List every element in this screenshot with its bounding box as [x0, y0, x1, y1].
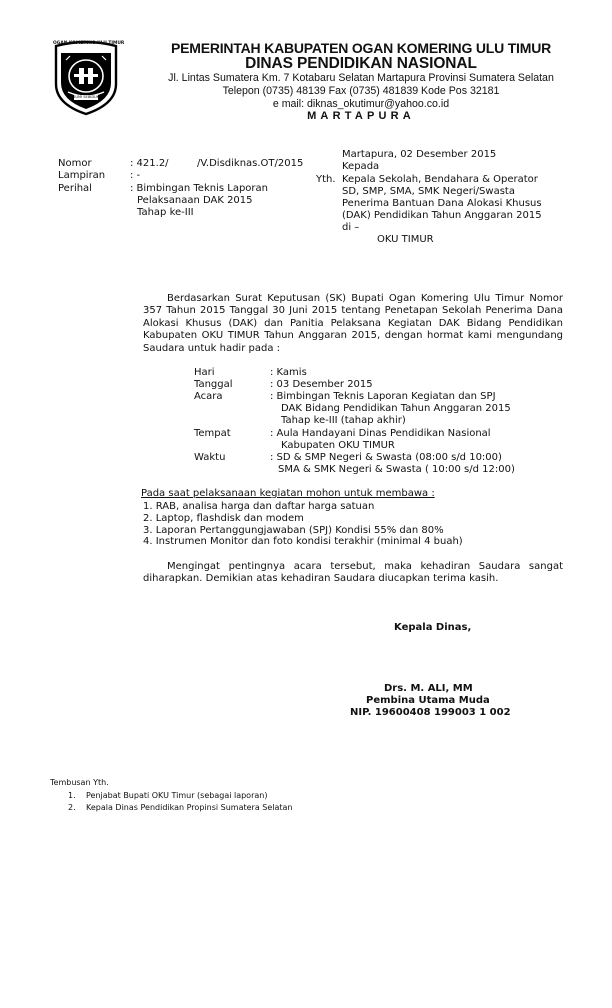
yth-label: Yth.	[316, 174, 336, 185]
government-title: PEMERINTAH KABUPATEN OGAN KOMERING ULU TIMUR	[170, 40, 552, 56]
list-item: 4. Instrumen Monitor dan foto kondisi terakhir (minimal 4 buah)	[143, 536, 463, 548]
email-line: e mail: diknas_okutimur@yahoo.co.id	[272, 98, 450, 110]
nomor-value: : 421.2/	[130, 158, 169, 169]
agency-title: DINAS PENDIDIKAN NASIONAL	[245, 55, 477, 72]
nomor-suffix: /V.Disdiknas.OT/2015	[197, 158, 304, 169]
signatory-title: Kepala Dinas,	[394, 622, 472, 633]
list-item	[68, 802, 293, 814]
logo-top-text: OGAN KOMERING ULU TIMUR	[53, 41, 125, 46]
cc-item-text: Kepala Dinas Pendidikan Propinsi Sumatera Selatan	[86, 802, 293, 812]
waktu-value-2: SMA & SMK Negeri & Swasta ( 10:00 s/d 12:00)	[278, 464, 515, 475]
tanggal-label: Tanggal	[194, 379, 233, 390]
hari-label: Hari	[194, 367, 215, 378]
perihal-value-2: Pelaksanaan DAK 2015	[137, 195, 253, 206]
list-item: 2. Laptop, flashdisk dan modem	[143, 512, 304, 524]
cc-item-number: 1.	[68, 791, 76, 800]
waktu-value-1: : SD & SMP Negeri & Swasta (08:00 s/d 10:00)	[270, 452, 502, 463]
lampiran-value: : -	[130, 170, 141, 181]
hari-value: : Kamis	[270, 367, 307, 378]
cc-item-number: 2.	[68, 802, 76, 812]
tempat-label: Tempat	[194, 428, 231, 439]
perihal-value-3: Tahap ke-III	[137, 207, 194, 218]
recipient-line-4: (DAK) Pendidikan Tahun Anggaran 2015	[342, 210, 542, 221]
recipient-place: OKU TIMUR	[377, 234, 434, 245]
cc-list	[68, 790, 293, 813]
signatory-rank: Pembina Utama Muda	[366, 695, 490, 706]
perihal-label: Perihal	[58, 183, 92, 194]
recipient-line-1: Kepala Sekolah, Bendahara & Operator	[342, 174, 538, 185]
kepada-label: Kepada	[342, 161, 380, 172]
signatory-name: Drs. M. ALI, MM	[384, 683, 473, 694]
list-item	[68, 790, 293, 802]
waktu-label: Waktu	[194, 452, 226, 463]
tempat-value-1: : Aula Handayani Dinas Pendidikan Nasional	[270, 428, 491, 439]
acara-value-3: Tahap ke-III (tahap akhir)	[281, 415, 406, 426]
letter-date: Martapura, 02 Desember 2015	[342, 149, 497, 160]
intro-paragraph	[143, 293, 563, 355]
acara-label: Acara	[194, 391, 223, 402]
recipient-line-2: SD, SMP, SMA, SMK Negeri/Swasta	[342, 186, 515, 197]
tempat-value-2: Kabupaten OKU TIMUR	[281, 440, 395, 451]
tanggal-value: : 03 Desember 2015	[270, 379, 373, 390]
regency-emblem-logo	[52, 40, 125, 116]
closing-paragraph	[143, 561, 563, 586]
nomor-label: Nomor	[58, 158, 92, 169]
list-item: 1. RAB, analisa harga dan daftar harga satuan	[143, 501, 375, 512]
bring-list	[143, 501, 463, 548]
address-line: Jl. Lintas Sumatera Km. 7 Kotabaru Selatan Martapura Provinsi Sumatera Selatan	[168, 72, 554, 84]
bring-heading: Pada saat pelaksanaan kegiatan mohon untuk membawa :	[141, 488, 435, 499]
acara-value-1: : Bimbingan Teknis Laporan Kegiatan dan SPJ	[270, 391, 496, 402]
recipient-di: di –	[342, 222, 360, 233]
acara-value-2: DAK Bidang Pendidikan Tahun Anggaran 2015	[281, 403, 511, 414]
list-item: 3. Laporan Pertanggungjawaban (SPJ) Kondisi 55% dan 80%	[143, 524, 444, 536]
logo-bottom-text: BUMI SEBIDUK	[72, 95, 100, 99]
recipient-line-3: Penerima Bantuan Dana Alokasi Khusus	[342, 198, 542, 209]
intro-text: Berdasarkan Surat Keputusan (SK) Bupati Ogan Komering Ulu Timur Nomor 357 Tahun 2015 Tanggal 30 Juni 2015 tentang Penetapan Sekolah Penerima Dana Alokasi Khusus (DAK) dan Panitia Pelaksana Kegiatan DAK Bidang Pendidikan Kabupaten OKU TIMUR Tahun Anggaran 2015, dengan hormat kami mengundang Saudara untuk hadir pada :	[143, 293, 563, 354]
perihal-value-1: : Bimbingan Teknis Laporan	[130, 183, 268, 194]
city-line: MARTAPURA	[307, 110, 415, 122]
closing-text: Mengingat pentingnya acara tersebut, maka kehadiran Saudara sangat diharapkan. Demikian atas kehadiran Saudara diucapkan terima kasih.	[143, 561, 563, 585]
cc-heading: Tembusan Yth.	[50, 778, 109, 787]
signatory-nip: NIP. 19600408 199003 1 002	[350, 707, 511, 718]
phone-line: Telepon (0735) 48139 Fax (0735) 481839 Kode Pos 32181	[222, 85, 500, 97]
cc-item-text: Penjabat Bupati OKU Timur (sebagai laporan)	[86, 791, 268, 800]
lampiran-label: Lampiran	[58, 170, 106, 181]
